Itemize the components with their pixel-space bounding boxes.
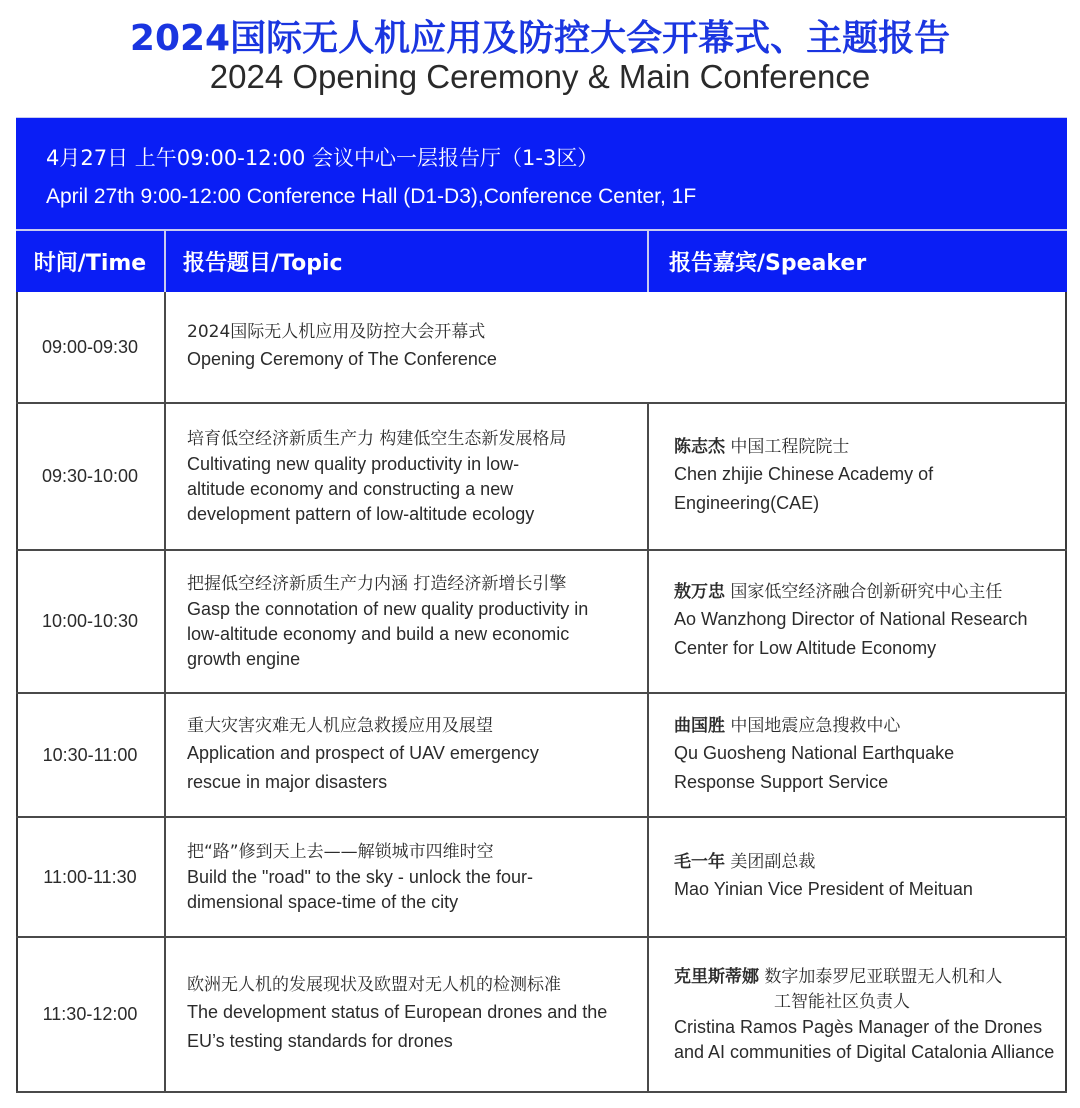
speaker-cell [647, 404, 1067, 549]
topic-cell [164, 938, 647, 1091]
speaker-cell [647, 694, 1067, 816]
topic-en: The development status of European drones and the EU’s testing standards for drones [187, 1002, 608, 1051]
topic-cn: 把握低空经济新质生产力内涵 打造经济新增长引擎 [187, 573, 567, 594]
speaker-en: Cristina Ramos Pagès Manager of the Drones and AI communities of Digital Catalonia Alliance [674, 1016, 1055, 1062]
speaker-en: Mao Yinian Vice President of Meituan [674, 879, 973, 899]
topic-en: Gasp the connotation of new quality productivity in low-altitude economy and build a new economic growth engine [187, 598, 589, 669]
topic-en: Build the "road" to the sky - unlock the four-dimensional space-time of the city [187, 866, 533, 912]
topic-en: Cultivating new quality productivity in low-altitude economy and constructing a new development pattern of low-altitude ecology [187, 453, 535, 524]
table-row [16, 818, 1067, 938]
table-row [16, 551, 1067, 694]
topic-cn: 培育低空经济新质生产力 构建低空生态新发展格局 [187, 428, 567, 449]
topic-cn: 重大灾害灾难无人机应急救援应用及展望 [187, 715, 493, 736]
time-cell: 11:30-12:00 [42, 1004, 138, 1024]
topic-cn: 欧洲无人机的发展现状及欧盟对无人机的检测标准 [187, 975, 561, 995]
page-title-cn: 2024国际无人机应用及防控大会开幕式、主题报告 [129, 18, 951, 59]
speaker-title-cn: 美团副总裁 [730, 852, 816, 872]
speaker-name: 陈志杰 [674, 437, 725, 457]
venue-cn: 4月27日 上午09:00-12:00 会议中心一层报告厅（1-3区） [46, 146, 599, 170]
page-title-en: 2024 Opening Ceremony & Main Conference [209, 58, 871, 95]
topic-cell [164, 404, 647, 549]
speaker-title-cn-2: 工智能社区负责人 [774, 991, 910, 1012]
speaker-title-cn: 数字加泰罗尼亚联盟无人机和人 [764, 966, 1003, 987]
topic-cell [164, 818, 647, 936]
speaker-en: Ao Wanzhong Director of National Research Center for Low Altitude Economy [674, 609, 1028, 658]
speaker-title-cn: 国家低空经济融合创新研究中心主任 [730, 582, 1003, 602]
topic-cell [164, 551, 647, 692]
time-cell: 10:30-11:00 [42, 744, 138, 765]
speaker-en: Chen zhijie Chinese Academy of Engineering(CAE) [674, 464, 934, 513]
speaker-name: 敖万忠 [674, 582, 725, 602]
table-row [16, 292, 1067, 404]
speaker-name: 毛一年 [674, 852, 725, 872]
table-row [16, 938, 1067, 1093]
topic-en: Application and prospect of UAV emergency rescue in major disasters [187, 742, 539, 792]
topic-cn: 2024国际无人机应用及防控大会开幕式 [187, 322, 486, 342]
venue-banner [16, 117, 1067, 229]
column-header-topic: 报告题目/Topic [164, 229, 647, 292]
venue-en: April 27th 9:00-12:00 Conference Hall (D1-D3),Conference Center, 1F [46, 185, 697, 208]
speaker-name: 曲国胜 [674, 715, 725, 736]
topic-cn: 把“路”修到天上去——解锁城市四维时空 [187, 841, 494, 862]
speaker-cell [647, 551, 1067, 692]
speaker-cell [647, 938, 1067, 1091]
column-header-speaker: 报告嘉宾/Speaker [647, 229, 1067, 292]
time-cell: 11:00-11:30 [43, 866, 137, 887]
speaker-cell [647, 818, 1067, 936]
time-cell: 09:00-09:30 [41, 336, 139, 357]
topic-en: Opening Ceremony of The Conference [187, 349, 497, 369]
speaker-en: Qu Guosheng National Earthquake Response Support Service [674, 742, 955, 792]
topic-cell [164, 292, 1067, 402]
time-cell: 10:00-10:30 [41, 611, 139, 631]
speaker-name: 克里斯蒂娜 [674, 966, 759, 987]
topic-cell [164, 694, 647, 816]
table-row [16, 694, 1067, 818]
speaker-title-cn: 中国工程院院士 [730, 437, 850, 457]
column-header-time: 时间/Time [16, 229, 164, 292]
table-row [16, 404, 1067, 551]
time-cell: 09:30-10:00 [41, 466, 139, 486]
speaker-title-cn: 中国地震应急搜救中心 [730, 715, 901, 736]
